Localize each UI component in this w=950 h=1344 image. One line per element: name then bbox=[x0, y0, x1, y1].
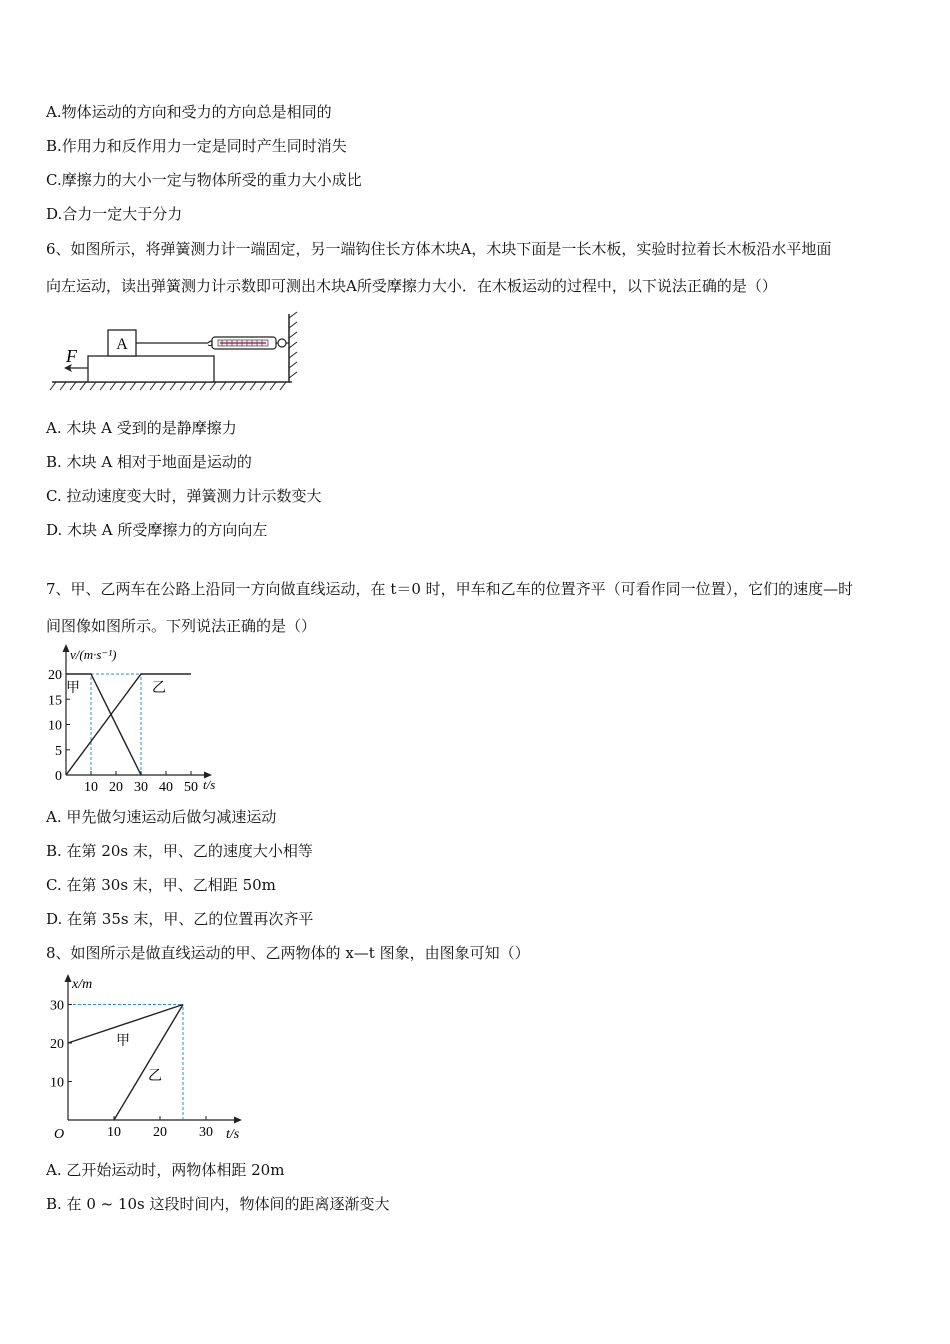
q7-option-a: A. 甲先做匀速运动后做匀减速运动 bbox=[46, 808, 277, 826]
x-tick-label: 10 bbox=[107, 1125, 121, 1140]
q5-option-a: A.物体运动的方向和受力的方向总是相同的 bbox=[46, 103, 332, 121]
xt-series-label-jia: 甲 bbox=[116, 1034, 130, 1049]
q6-option-a: A. 木块 A 受到的是静摩擦力 bbox=[46, 419, 237, 437]
y-tick-label: 0 bbox=[55, 769, 62, 784]
q8-option-a: A. 乙开始运动时，两物体相距 20m bbox=[46, 1161, 285, 1179]
y-tick-label: 10 bbox=[50, 1075, 64, 1091]
xt-series-label-yi: 乙 bbox=[148, 1069, 162, 1084]
force-label: F bbox=[66, 346, 77, 366]
vt-axes bbox=[63, 644, 213, 779]
q8-position-time-chart bbox=[40, 972, 260, 1147]
xt-series bbox=[68, 1005, 183, 1121]
xt-xlabel: t/s bbox=[226, 1127, 240, 1142]
xt-ylabel: x/m bbox=[72, 977, 93, 992]
q6-option-c: C. 拉动速度变大时，弹簧测力计示数变大 bbox=[46, 487, 322, 505]
q7-option-c: C. 在第 30s 末，甲、乙相距 50m bbox=[46, 876, 276, 894]
y-axis-arrow-icon bbox=[63, 644, 70, 652]
q7-stem-line1: 7、甲、乙两车在公路上沿同一方向做直线运动，在 t＝0 时，甲车和乙车的位置齐平（可看作同一位置），它们的速度—时 bbox=[46, 580, 854, 598]
x-tick-label: 20 bbox=[109, 780, 123, 795]
y-axis-arrow-icon bbox=[65, 974, 72, 982]
y-tick-label: 10 bbox=[48, 718, 62, 734]
q7-option-d: D. 在第 35s 末，甲、乙的位置再次齐平 bbox=[46, 910, 314, 928]
q7-option-b: B. 在第 20s 末，甲、乙的速度大小相等 bbox=[46, 842, 313, 860]
q8-stem: 8、如图所示是做直线运动的甲、乙两物体的 x—t 图象，由图象可知（） bbox=[46, 944, 530, 962]
block-a-label: A bbox=[116, 336, 128, 353]
series-line-yi bbox=[114, 1005, 183, 1121]
q6-option-d: D. 木块 A 所受摩擦力的方向向左 bbox=[46, 521, 268, 539]
ground-hatch bbox=[50, 382, 286, 390]
vt-xlabel: t/s bbox=[203, 777, 216, 792]
x-tick-label: 50 bbox=[184, 780, 198, 795]
y-tick-label: 20 bbox=[50, 1037, 64, 1052]
xt-origin-label: O bbox=[54, 1127, 65, 1142]
x-tick-label: 10 bbox=[84, 780, 98, 795]
series-line-yi bbox=[66, 674, 191, 775]
x-tick-label: 30 bbox=[199, 1125, 213, 1140]
q7-velocity-time-chart bbox=[40, 642, 240, 797]
q5-option-b: B.作用力和反作用力一定是同时产生同时消失 bbox=[46, 137, 347, 155]
vt-series-label-yi: 乙 bbox=[152, 681, 166, 696]
long-board bbox=[88, 356, 214, 382]
q5-option-d: D.合力一定大于分力 bbox=[46, 205, 183, 223]
vt-series bbox=[66, 674, 191, 775]
xt-axes bbox=[65, 974, 243, 1124]
wall-hatch bbox=[289, 312, 297, 378]
x-tick-label: 40 bbox=[159, 780, 173, 795]
q6-option-b: B. 木块 A 相对于地面是运动的 bbox=[46, 453, 252, 471]
y-tick-label: 20 bbox=[48, 668, 62, 683]
scale-ring-icon bbox=[278, 339, 286, 347]
q6-apparatus-figure bbox=[46, 308, 306, 396]
y-tick-label: 30 bbox=[50, 998, 64, 1014]
vt-series-label-jia: 甲 bbox=[66, 681, 80, 696]
x-tick-label: 20 bbox=[153, 1125, 167, 1140]
y-tick-label: 5 bbox=[55, 743, 62, 759]
q6-stem-line1: 6、如图所示，将弹簧测力计一端固定，另一端钩住长方体木块A，木块下面是一长木板，实验时拉着长木板沿水平地面 bbox=[46, 240, 832, 258]
q6-stem-line2: 向左运动，读出弹簧测力计示数即可测出木块A所受摩擦力大小．在木板运动的过程中，以下说法正确的是（） bbox=[46, 277, 777, 295]
xt-ticks bbox=[50, 999, 213, 1141]
x-tick-label: 30 bbox=[134, 780, 148, 795]
q8-option-b: B. 在 0 ~ 10s 这段时间内，物体间的距离逐渐变大 bbox=[46, 1195, 390, 1213]
x-axis-arrow-icon bbox=[234, 1117, 242, 1124]
vt-ylabel: v/(m·s⁻¹) bbox=[70, 647, 117, 662]
q7-stem-line2: 间图像如图所示。下列说法正确的是（） bbox=[46, 617, 317, 635]
q5-option-c: C.摩擦力的大小一定与物体所受的重力大小成比 bbox=[46, 171, 362, 189]
xt-reference-lines bbox=[68, 1005, 183, 1121]
y-tick-label: 15 bbox=[48, 693, 62, 709]
